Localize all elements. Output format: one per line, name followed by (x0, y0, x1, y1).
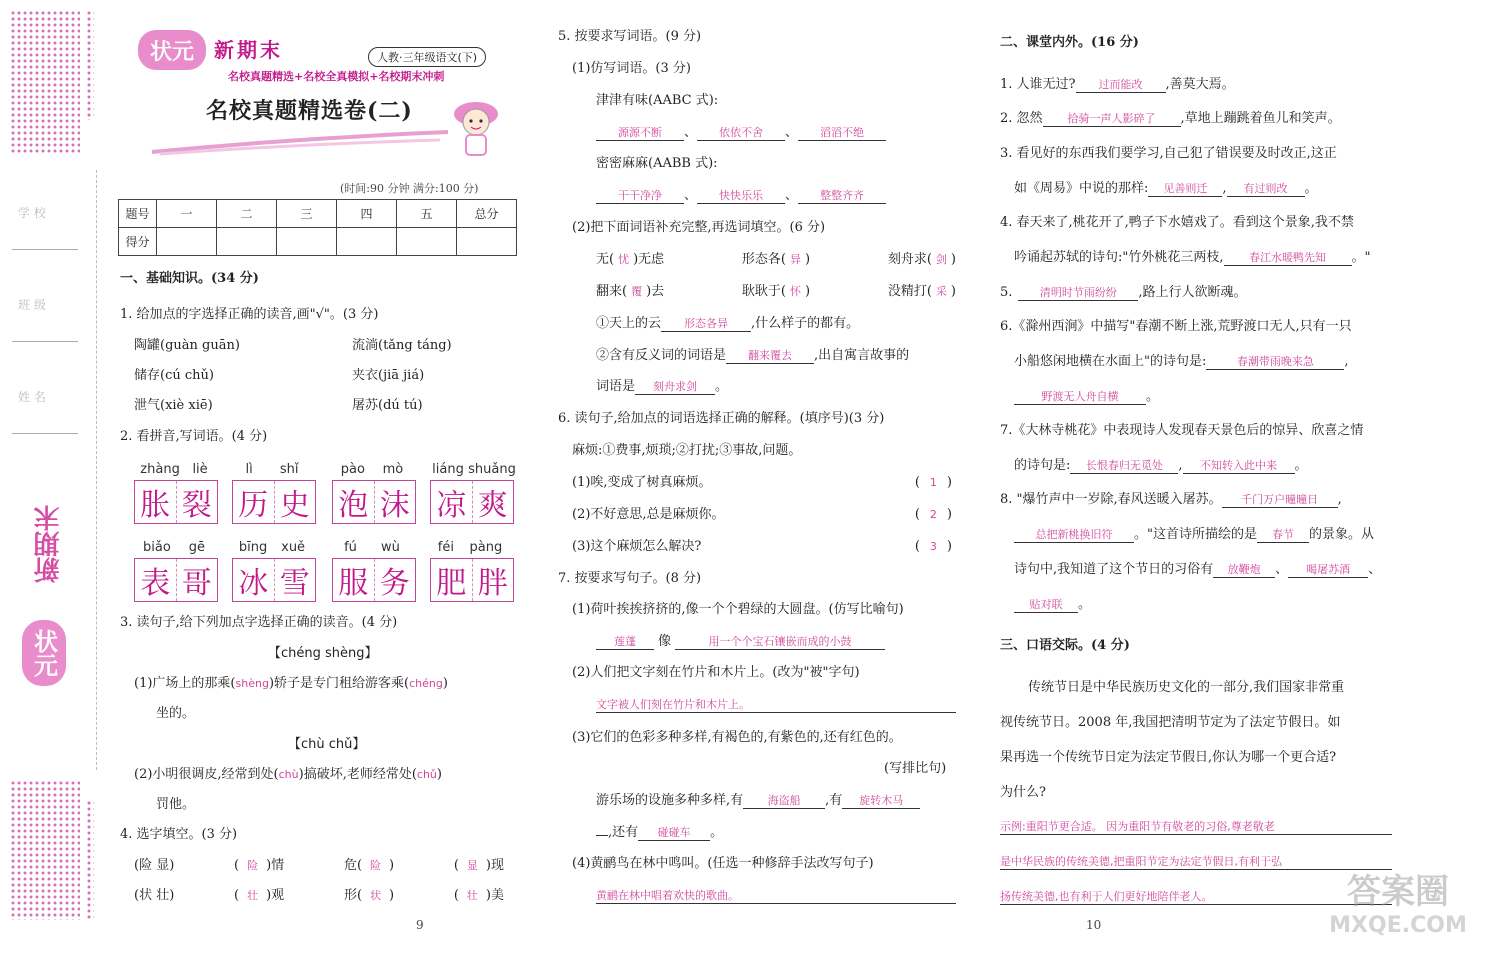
r-q2: 2. 忽然 拾骑一声人影碎了 ,草地上蹦跳着鱼儿和笑声。 (1000, 111, 1341, 126)
question-1: 1. 给加点的字选择正确的读音,画"√"。(3 分) (120, 307, 379, 322)
pinyin: lì shǐ (245, 462, 299, 477)
name-label: 姓 名 (12, 388, 78, 434)
pinyin: biǎo gē (142, 540, 205, 555)
word-box: 冰 雪 (232, 558, 316, 602)
binding-line (96, 170, 97, 770)
question-6: 6. 读句子,给加点的词语选择正确的解释。(填序号)(3 分) (558, 411, 885, 426)
word-box: 表 哥 (134, 558, 218, 602)
score-value-row (119, 228, 517, 256)
score-head-cell: 二 (217, 200, 277, 228)
q5-1b-prompt: 密密麻麻(AABB 式): (596, 156, 718, 171)
q5-2-fill-1: ①天上的云 形态各异 ,什么样子的都有。 (596, 316, 860, 331)
q3-options-2: 【chù chǔ】 (288, 737, 366, 752)
q1-item: 储存(cú chǔ) (134, 368, 214, 383)
q6-item: (2)不好意思,总是麻烦你。 ( 2 ) (572, 507, 952, 522)
pinyin: bīng xuě (238, 540, 306, 555)
pinyin: pào mò (340, 462, 404, 477)
q4-row-1: (险 显) ( 险 )情 危( 险 ) ( 显 )现 (134, 858, 504, 873)
watermark-url: MXQE.COM (1329, 913, 1467, 938)
time-score: (时间:90 分钟 满分:100 分) (340, 182, 479, 195)
side-logo: 状元 (22, 620, 66, 686)
q4-row-2: (状 壮) ( 壮 )观 形( 状 ) ( 壮 )美 (134, 888, 504, 903)
pinyin: fú wù (344, 540, 400, 555)
score-cell[interactable] (157, 228, 217, 256)
pinyin: féi pàng (437, 540, 503, 555)
r-q7-cont: 的诗句是: 长恨春归无觅处 , 不知转入此中来 。 (1014, 458, 1308, 473)
q1-item: 流淌(tǎng táng) (352, 338, 452, 353)
r-q8-cont2: 诗句中,我知道了这个节日的习俗有 放鞭炮 、 喝屠苏酒 、 (1014, 562, 1382, 577)
word-box: 服 务 (332, 558, 416, 602)
q7-part-4: (4)黄鹂鸟在林中鸣叫。(任选一种修辞手法改写句子) (572, 856, 874, 871)
q1-item: 泄气(xiè xiē) (134, 398, 213, 413)
section-3-heading: 三、口语交际。(4 分) (1000, 638, 1130, 653)
q7-4-answer: 黄鹂在林中唱着欢快的歌曲。 (596, 887, 956, 905)
q7-2-answer: 文字被人们刻在竹片和木片上。 (596, 696, 956, 714)
passage-line: 为什么? (1000, 785, 1046, 800)
word-box: 泡 沫 (332, 480, 416, 524)
r-q6-cont: 小船悠闲地横在水面上"的诗句是: 春潮带雨晚来急 , (1014, 354, 1349, 369)
q7-part-1: (1)荷叶挨挨挤挤的,像一个个碧绿的大圆盘。(仿写比喻句) (572, 602, 904, 617)
question-2: 2. 看拼音,写词语。(4 分) (120, 429, 268, 444)
q6-definitions: 麻烦:①费事,烦琐;②打扰;③事故,问题。 (572, 443, 802, 458)
pinyin: liáng shuǎng (432, 462, 516, 477)
word-box: 肥 胖 (430, 558, 514, 602)
q5-part-1: (1)仿写词语。(3 分) (572, 61, 691, 76)
score-table (118, 199, 517, 256)
r-q8-cont: 总把新桃换旧符 。"这首诗所描绘的是 春节 的景象。从 (1014, 526, 1374, 544)
score-head-cell: 五 (397, 200, 457, 228)
q6-item: (1)唉,变成了树真麻烦。 ( 1 ) (572, 475, 952, 490)
q7-3-hint: (写排比句) (884, 761, 947, 776)
side-brand-vertical: 新期末 (34, 505, 64, 583)
q3-sentence-2-cont: 罚他。 (156, 797, 196, 812)
q7-3-answer: 游乐场的设施多种多样,有 海盗船 ,有 旋转木马 (596, 792, 920, 810)
dot-pattern-right-bottom (86, 800, 94, 920)
class-label: 班 级 (12, 296, 78, 342)
r-q7: 7.《大林寺桃花》中表现诗人发现春天景色后的惊异、欣喜之情 (1000, 423, 1364, 438)
q1-item: 陶罐(guàn guān) (134, 338, 240, 353)
r-q8: 8. "爆竹声中一岁除,春风送暖入屠苏。 千门万户曈曈日 , (1000, 492, 1342, 507)
answer-line: 示例:重阳节更合适。 因为重阳节有敬老的习俗,尊老敬老 (1000, 818, 1392, 836)
passage-line: 果再选一个传统节日定为法定节假日,你认为哪一个更合适? (1000, 750, 1337, 765)
r-q6: 6.《滁州西涧》中描写"春潮不断上涨,荒野渡口无人,只有一只 (1000, 319, 1352, 334)
cartoon-boy-icon (446, 92, 506, 162)
pinyin: zhàng liè (140, 462, 208, 477)
score-cell[interactable] (277, 228, 337, 256)
r-q3: 3. 看见好的东西我们要学习,自己犯了错误要及时改正,这正 (1000, 146, 1337, 161)
r-q6-cont2: 野渡无人舟自横 。 (1014, 388, 1159, 406)
q5-part-2: (2)把下面词语补充完整,再选词填空。(6 分) (572, 220, 826, 235)
score-head-cell: 题号 (119, 200, 157, 228)
school-label: 学 校 (12, 204, 78, 250)
score-row-label: 得分 (119, 228, 157, 256)
score-header-row (119, 200, 517, 228)
word-box: 凉 爽 (430, 480, 514, 524)
r-q8-cont3: 贴对联 。 (1014, 596, 1091, 614)
q5-2-row-2: 翻来( 覆 )去 耿耿于( 怀 ) 没精打( 采 ) (596, 284, 956, 299)
dot-pattern-bottom (10, 780, 80, 920)
q7-part-2: (2)人们把文字刻在竹片和木片上。(改为"被"字句) (572, 665, 860, 680)
question-3: 3. 读句子,给下列加点字选择正确的读音。(4 分) (120, 615, 398, 630)
question-5: 5. 按要求写词语。(9 分) (558, 29, 702, 44)
q3-sentence-1: (1)广场上的那乘(shèng)轿子是专门租给游客乘(chéng) (134, 676, 448, 691)
tagline: 名校真题精选+名校全真模拟+名校期末冲刺 (228, 70, 445, 83)
score-head-cell: 四 (337, 200, 397, 228)
r-q1: 1. 人谁无过? 过而能改 ,善莫大焉。 (1000, 77, 1235, 92)
answer-line: 是中华民族的传统美德,把重阳节定为法定节假日,有利于弘 (1000, 853, 1392, 871)
q7-1-answer: 莲蓬 像 用一个个宝石镶嵌而成的小鼓 (596, 633, 885, 651)
r-q4: 4. 春天来了,桃花开了,鸭子下水嬉戏了。看到这个景象,我不禁 (1000, 215, 1354, 230)
watermark (1300, 864, 1496, 954)
score-head-cell: 一 (157, 200, 217, 228)
score-cell[interactable] (217, 228, 277, 256)
q5-2-row-1: 无( 忧 )无虑 形态各( 异 ) 刻舟求( 剑 ) (596, 252, 956, 267)
score-cell[interactable] (337, 228, 397, 256)
section-1-heading: 一、基础知识。(34 分) (120, 271, 259, 286)
r-q3-cont: 如《周易》中说的那样: 见善则迁 , 有过则改 。 (1014, 181, 1318, 196)
page-number: 9 (416, 918, 424, 932)
series-title: 新期末 (214, 38, 283, 62)
score-head-cell: 三 (277, 200, 337, 228)
q1-item: 夹衣(jiā jiá) (352, 368, 425, 383)
q3-options-1: 【chéng shèng】 (268, 646, 378, 661)
q5-1b-answers: 干干净净 、 快快乐乐 、 整整齐齐 (596, 187, 886, 205)
q6-item: (3)这个麻烦怎么解决? ( 3 ) (572, 539, 952, 554)
dot-pattern-top (10, 10, 80, 155)
word-box: 历 史 (232, 480, 316, 524)
score-cell[interactable] (457, 228, 517, 256)
q5-1a-answers: 源源不断 、 依依不舍 、 滔滔不绝 (596, 124, 886, 142)
watermark-text: 答案圈 (1347, 872, 1449, 912)
question-4: 4. 选字填空。(3 分) (120, 827, 238, 842)
word-box: 胀 裂 (134, 480, 218, 524)
score-cell[interactable] (397, 228, 457, 256)
passage-line: 视传统节日。2008 年,我国把清明节定为了法定节假日。如 (1000, 715, 1341, 730)
passage-line: 传统节日是中华民族历史文化的一部分,我们国家非常重 (1028, 680, 1345, 695)
answer-line: 扬传统美德,也有利于人们更好地陪伴老人。 (1000, 888, 1392, 906)
score-head-cell: 总分 (457, 200, 517, 228)
q5-2-fill-2: ②含有反义词的词语是 翻来覆去 ,出自寓言故事的 (596, 348, 910, 363)
title-swoosh (150, 128, 450, 156)
section-2-heading: 二、课堂内外。(16 分) (1000, 35, 1139, 50)
brand-logo: 状元 (138, 30, 206, 70)
q1-item: 屠苏(dú tú) (352, 398, 423, 413)
q3-sentence-2: (2)小明很调皮,经常到处(chù)搞破坏,老师经常处(chǔ) (134, 767, 442, 782)
r-q5: 5. 清明时节雨纷纷 ,路上行人欲断魂。 (1000, 285, 1247, 300)
paper-title: 名校真题精选卷(二) (206, 98, 413, 124)
q5-1a-prompt: 津津有味(AABC 式): (596, 93, 719, 108)
edition-badge: 人教·三年级语文(下) (368, 47, 486, 67)
question-7: 7. 按要求写句子。(8 分) (558, 571, 702, 586)
q5-2-fill-3: 词语是 刻舟求剑 。 (596, 379, 729, 394)
r-q4-cont: 吟诵起苏轼的诗句:"竹外桃花三两枝, 春江水暖鸭先知 。" (1014, 250, 1371, 265)
q7-part-3: (3)它们的色彩多种多样,有褐色的,有紫色的,还有红色的。 (572, 730, 902, 745)
q3-sentence-1-cont: 坐的。 (156, 706, 196, 721)
q7-3-answer-cont: ,还有 碰碰车 。 (596, 824, 723, 842)
page-number: 10 (1086, 918, 1102, 932)
dot-pattern-right-top (86, 10, 94, 120)
